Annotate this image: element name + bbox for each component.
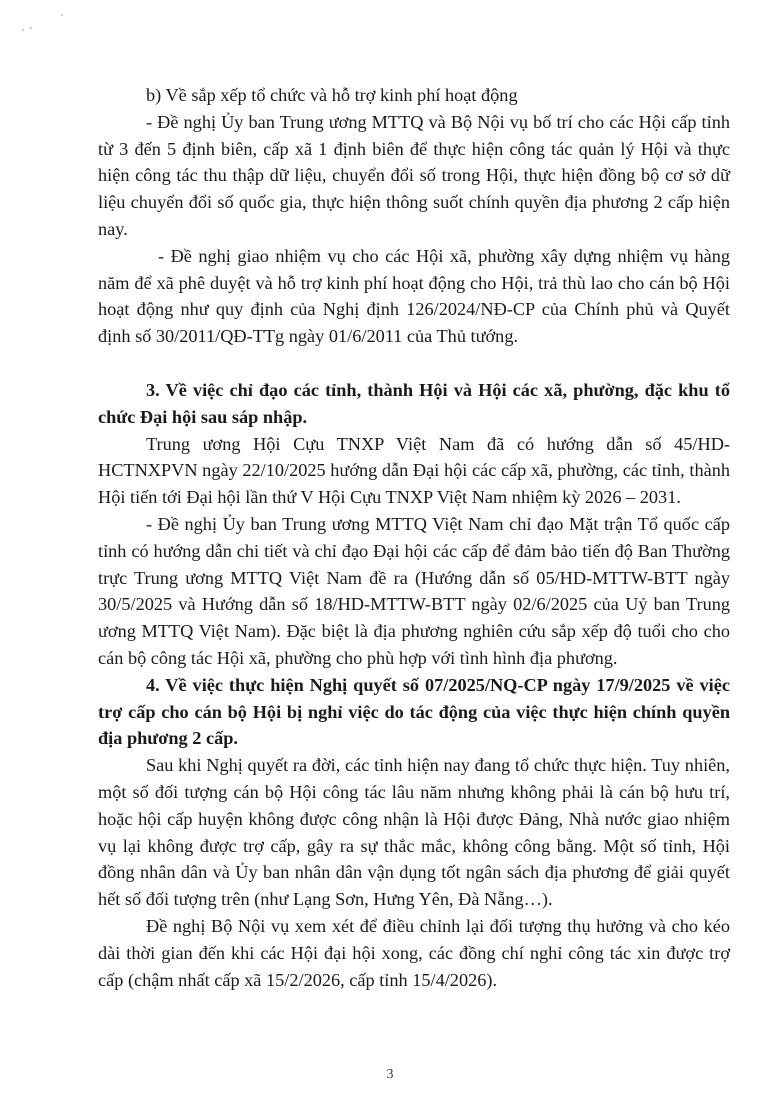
section-4-heading: 4. Về việc thực hiện Nghị quyết số 07/2025/NQ-CP ngày 17/9/2025 về việc trợ cấp cho cán bộ Hội bị nghỉ việc do tác động của việc thực hiện chính quyền địa phương 2 cấp. bbox=[98, 674, 730, 749]
document-page bbox=[98, 82, 730, 993]
paragraph: - Đề nghị Ủy ban Trung ương MTTQ Việt Nam chỉ đạo Mặt trận Tổ quốc cấp tỉnh có hướng dẫn chi tiết và chỉ đạo Đại hội các cấp để đảm bảo tiến độ Ban Thường trực Trung ương MTTQ Việt Nam đề ra (Hướng dẫn số 05/HD-MTTW-BTT ngày 30/5/2025 và Hướng dẫn số 18/HD-MTTW-BTT ngày 02/6/2025 của Uỷ ban Trung ương MTTQ Việt Nam). Đặc biệt là địa phương nghiên cứu sắp xếp độ tuổi cho cho cán bộ công tác Hội xã, phường cho phù hợp với tình hình địa phương. bbox=[98, 513, 730, 668]
scan-speck bbox=[30, 27, 32, 29]
section-3-heading: 3. Về việc chỉ đạo các tỉnh, thành Hội và Hội các xã, phường, đặc khu tổ chức Đại hội sau sáp nhập. bbox=[98, 379, 730, 427]
scan-speck bbox=[61, 14, 63, 16]
section-b-heading: b) Về sắp xếp tổ chức và hỗ trợ kinh phí hoạt động bbox=[146, 85, 518, 105]
paragraph: Sau khi Nghị quyết ra đời, các tỉnh hiện nay đang tổ chức thực hiện. Tuy nhiên, một số đối tượng cán bộ Hội công tác lâu năm nhưng không phải là cán bộ hưu trí, hoặc hội cấp huyện không được công nhận là Hội được Đảng, Nhà nước giao nhiệm vụ lại không được trợ cấp, gây ra sự thắc mắc, không công bằng. Một số tỉnh, Hội đồng nhân dân và Ủy ban nhân dân vận dụng tốt ngân sách địa phương để giải quyết hết số đối tượng trên (như Lạng Sơn, Hưng Yên, Đà Nẵng…). bbox=[98, 755, 730, 910]
paragraph: - Đề nghị giao nhiệm vụ cho các Hội xã, phường xây dựng nhiệm vụ hàng năm để xã phê duyệt và hỗ trợ kinh phí hoạt động cho Hội, trả thù lao cho cán bộ Hội hoạt động như quy định của Nghị định 126/2024/NĐ-CP của Chính phủ và Quyết định số 30/2011/QĐ-TTg ngày 01/6/2011 của Thủ tướng. bbox=[98, 245, 730, 347]
spacer bbox=[98, 350, 730, 377]
page-number: 3 bbox=[386, 1067, 394, 1082]
paragraph: Trung ương Hội Cựu TNXP Việt Nam đã có hướng dẫn số 45/HD-HCTNXPVN ngày 22/10/2025 hướng dẫn Đại hội các cấp xã, phường, các tỉnh, thành Hội tiến tới Đại hội lần thứ V Hội Cựu TNXP Việt Nam nhiệm kỳ 2026 – 2031. bbox=[98, 433, 730, 508]
paragraph: Đề nghị Bộ Nội vụ xem xét để điều chỉnh lại đối tượng thụ hưởng và cho kéo dài thời gian đến khi các Hội đại hội xong, các đồng chí nghỉ công tác xin được trợ cấp (chậm nhất cấp xã 15/2/2026, cấp tỉnh 15/4/2026). bbox=[98, 915, 730, 990]
paragraph: - Đề nghị Ủy ban Trung ương MTTQ và Bộ Nội vụ bố trí cho các Hội cấp tỉnh từ 3 đến 5 định biên, cấp xã 1 định biên để thực hiện công tác quản lý Hội và thực hiện công tác thu thập dữ liệu, chuyển đổi số trong Hội, thực hiện đồng bộ cơ sở dữ liệu chuyển đổi số quốc gia, thực hiện thông suốt chính quyền địa phương 2 cấp hiện nay. bbox=[98, 111, 730, 239]
scan-speck bbox=[22, 29, 24, 31]
